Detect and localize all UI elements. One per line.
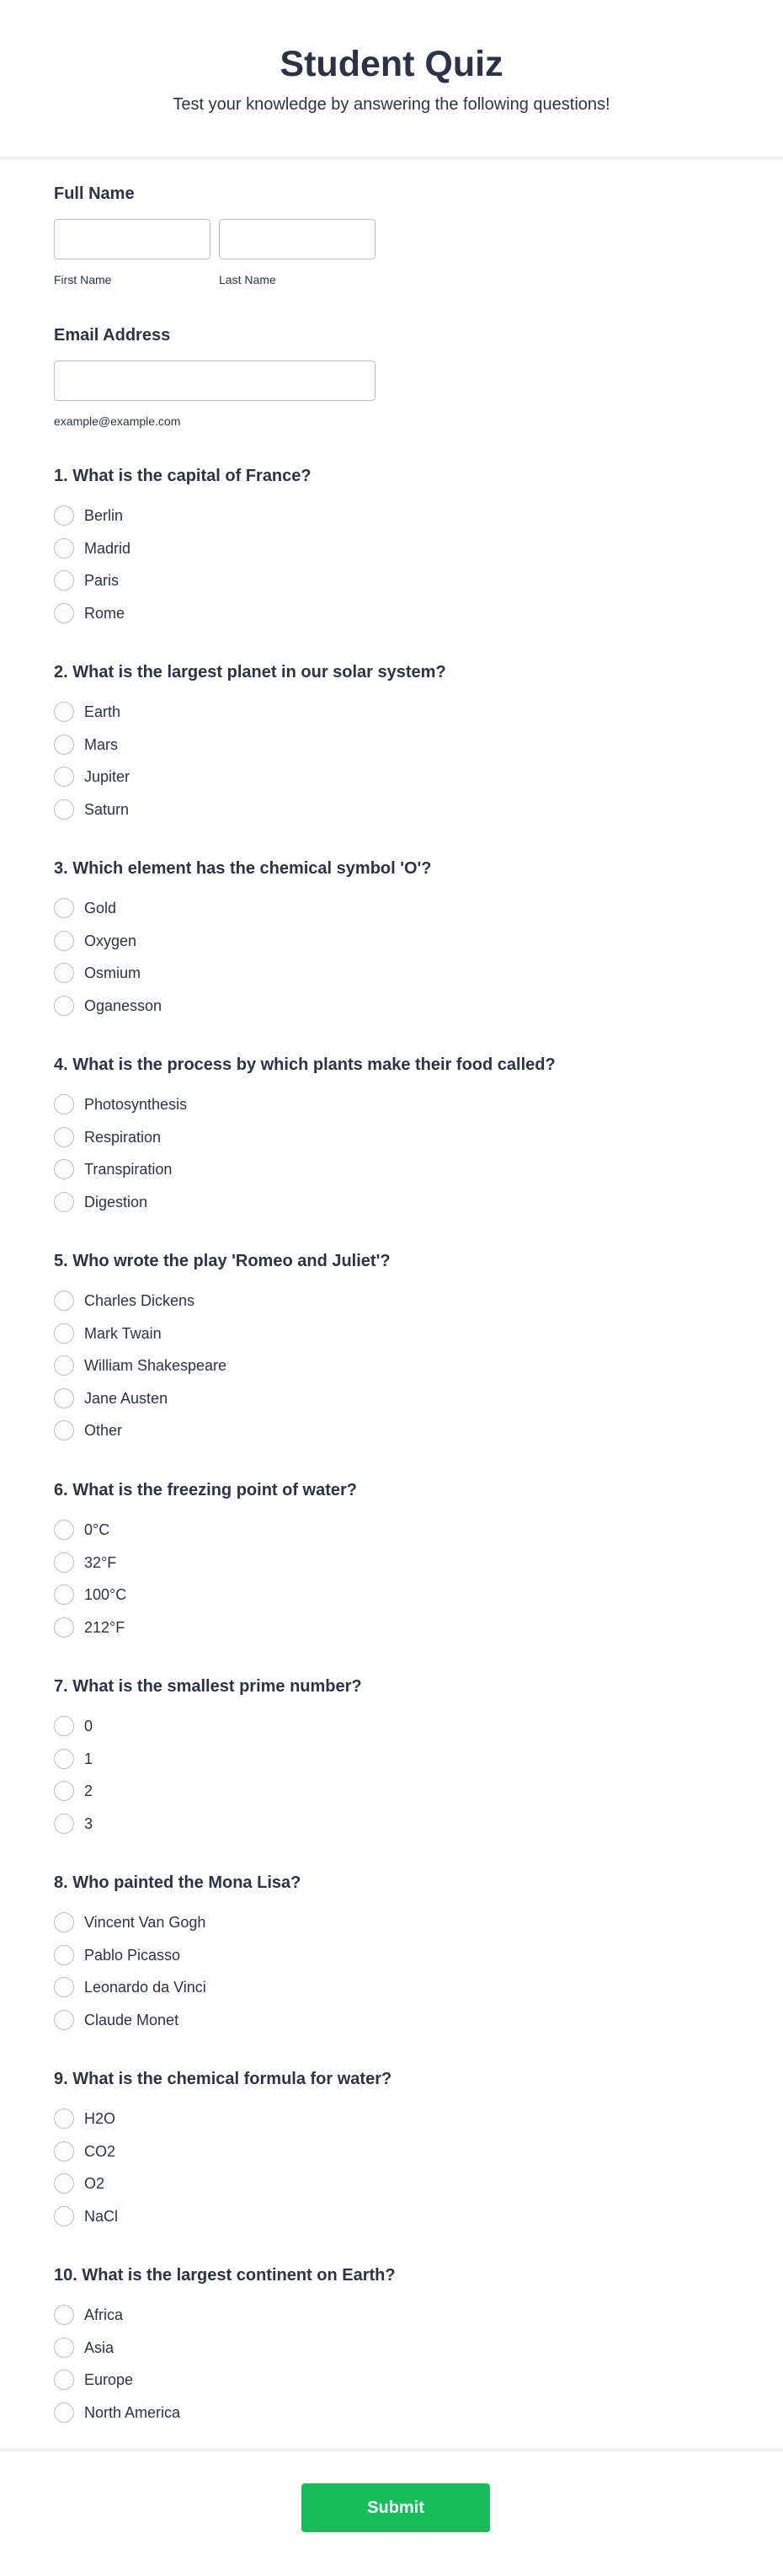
option-label: Jupiter xyxy=(84,768,130,786)
radio-button[interactable] xyxy=(54,505,74,526)
full-name-label: Full Name xyxy=(54,184,135,203)
answer-option[interactable] xyxy=(54,2299,396,2332)
question-options xyxy=(54,1906,301,2036)
page-title: Student Quiz xyxy=(280,44,503,84)
option-label: 0°C xyxy=(84,1521,110,1539)
radio-button[interactable] xyxy=(54,799,74,820)
option-label: Oganesson xyxy=(84,997,162,1014)
radio-button[interactable] xyxy=(54,1945,74,1965)
option-label: Paris xyxy=(84,572,120,590)
option-label: Rome xyxy=(84,604,125,622)
option-label: William Shakespeare xyxy=(84,1357,227,1375)
answer-option[interactable] xyxy=(54,729,446,762)
email-label: Email Address xyxy=(54,326,171,345)
option-label: Oxygen xyxy=(84,932,137,949)
answer-option[interactable] xyxy=(54,1808,362,1841)
email-input[interactable] xyxy=(54,361,376,401)
answer-option[interactable] xyxy=(54,2135,392,2168)
question-6 xyxy=(54,1480,357,1643)
option-label: 32°F xyxy=(84,1553,117,1571)
radio-button[interactable] xyxy=(54,2141,74,2162)
answer-option[interactable] xyxy=(54,2167,392,2200)
option-label: Jane Austen xyxy=(84,1389,168,1407)
radio-button[interactable] xyxy=(54,1388,74,1408)
question-options xyxy=(54,1285,391,1447)
radio-button[interactable] xyxy=(54,767,74,787)
answer-option[interactable] xyxy=(54,1710,362,1743)
question-options xyxy=(54,500,312,629)
radio-button[interactable] xyxy=(54,1094,74,1114)
option-label: Claude Monet xyxy=(84,2011,179,2028)
radio-button[interactable] xyxy=(54,603,74,623)
option-label: Africa xyxy=(84,2306,124,2324)
radio-button[interactable] xyxy=(54,963,74,983)
radio-button[interactable] xyxy=(54,570,74,591)
answer-option[interactable] xyxy=(54,2004,301,2037)
question-options xyxy=(54,2299,396,2429)
option-label: 1 xyxy=(84,1750,93,1767)
question-options xyxy=(54,2103,392,2232)
radio-button[interactable] xyxy=(54,1617,74,1638)
full-name-field xyxy=(54,184,376,286)
question-9 xyxy=(54,2069,392,2232)
option-label: Saturn xyxy=(84,800,130,818)
answer-option[interactable] xyxy=(54,2200,392,2233)
question-3 xyxy=(54,858,432,1022)
question-title: 5. Who wrote the play 'Romeo and Juliet'? xyxy=(54,1252,391,1270)
first-name-input[interactable] xyxy=(54,219,210,259)
radio-button[interactable] xyxy=(54,1192,74,1212)
radio-button[interactable] xyxy=(54,1127,74,1147)
radio-button[interactable] xyxy=(54,1420,74,1440)
question-title: 4. What is the process by which plants make their food called? xyxy=(54,1056,556,1074)
question-options xyxy=(54,696,446,826)
radio-button[interactable] xyxy=(54,2338,74,2358)
answer-option[interactable] xyxy=(54,1775,362,1808)
answer-option[interactable] xyxy=(54,2397,396,2429)
option-label: Charles Dickens xyxy=(84,1292,195,1310)
question-8 xyxy=(54,1873,301,2036)
radio-button[interactable] xyxy=(54,1355,74,1376)
answer-option[interactable] xyxy=(54,597,312,630)
radio-button[interactable] xyxy=(54,702,74,722)
option-label: Berlin xyxy=(84,507,124,525)
full-name-inputs xyxy=(54,219,376,286)
answer-option[interactable] xyxy=(54,1414,391,1447)
radio-button[interactable] xyxy=(54,1814,74,1834)
radio-button[interactable] xyxy=(54,538,74,558)
last-name-group xyxy=(219,219,376,286)
answer-option[interactable] xyxy=(54,1186,556,1219)
question-title: 9. What is the chemical formula for water? xyxy=(54,2070,392,2088)
option-label: Other xyxy=(84,1422,123,1440)
answer-option[interactable] xyxy=(54,990,432,1023)
first-name-group xyxy=(54,219,210,286)
answer-option[interactable] xyxy=(54,1743,362,1776)
radio-button[interactable] xyxy=(54,1520,74,1540)
radio-button[interactable] xyxy=(54,2370,74,2390)
radio-button[interactable] xyxy=(54,1716,74,1736)
answer-option[interactable] xyxy=(54,794,446,826)
radio-button[interactable] xyxy=(54,2108,74,2129)
form-footer xyxy=(0,2450,783,2576)
option-label: 2 xyxy=(84,1782,93,1800)
answer-option[interactable] xyxy=(54,892,432,925)
option-label: Osmium xyxy=(84,965,141,982)
answer-option[interactable] xyxy=(54,1547,357,1579)
question-title: 10. What is the largest continent on Earth? xyxy=(54,2266,396,2285)
radio-button[interactable] xyxy=(54,996,74,1016)
radio-button[interactable] xyxy=(54,1323,74,1344)
option-label: Earth xyxy=(84,703,121,721)
answer-option[interactable] xyxy=(54,1349,391,1382)
first-name-sublabel: First Name xyxy=(54,273,112,286)
option-label: Gold xyxy=(84,900,117,917)
question-1 xyxy=(54,466,312,629)
radio-button[interactable] xyxy=(54,2305,74,2325)
option-label: Photosynthesis xyxy=(84,1096,188,1114)
option-label: NaCl xyxy=(84,2207,119,2225)
question-options xyxy=(54,1514,357,1643)
radio-button[interactable] xyxy=(54,1585,74,1605)
answer-option[interactable] xyxy=(54,957,432,990)
answer-option[interactable] xyxy=(54,2103,392,2135)
form-header xyxy=(0,0,783,158)
answer-option[interactable] xyxy=(54,1121,556,1154)
question-title: 6. What is the freezing point of water? xyxy=(54,1481,358,1499)
answer-option[interactable] xyxy=(54,1611,357,1644)
answer-option[interactable] xyxy=(54,1939,301,1972)
answer-option[interactable] xyxy=(54,1285,391,1317)
answer-option[interactable] xyxy=(54,1579,357,1611)
question-4 xyxy=(54,1055,556,1218)
answer-option[interactable] xyxy=(54,500,312,532)
option-label: North America xyxy=(84,2403,181,2421)
answer-option[interactable] xyxy=(54,532,312,565)
option-label: Leonardo da Vinci xyxy=(84,1979,206,1996)
option-label: 3 xyxy=(84,1814,93,1832)
radio-button[interactable] xyxy=(54,1781,74,1801)
answer-option[interactable] xyxy=(54,1514,357,1547)
question-title: 1. What is the capital of France? xyxy=(54,467,312,485)
answer-option[interactable] xyxy=(54,761,446,794)
last-name-input[interactable] xyxy=(219,219,376,259)
radio-button[interactable] xyxy=(54,1749,74,1769)
question-7 xyxy=(54,1676,362,1840)
option-label: Pablo Picasso xyxy=(84,1946,181,1964)
option-label: Respiration xyxy=(84,1128,162,1146)
answer-option[interactable] xyxy=(54,1382,391,1415)
question-10 xyxy=(54,2265,396,2429)
option-label: O2 xyxy=(84,2175,105,2193)
option-label: 100°C xyxy=(84,1586,127,1604)
answer-option[interactable] xyxy=(54,1088,556,1121)
email-field xyxy=(54,325,376,428)
radio-button[interactable] xyxy=(54,1291,74,1311)
answer-option[interactable] xyxy=(54,925,432,958)
answer-option[interactable] xyxy=(54,1153,556,1186)
option-label: Madrid xyxy=(84,539,131,557)
option-label: 0 xyxy=(84,1718,93,1735)
radio-button[interactable] xyxy=(54,931,74,951)
answer-option[interactable] xyxy=(54,1971,301,2004)
radio-button[interactable] xyxy=(54,1977,74,1997)
option-label: Mark Twain xyxy=(84,1324,162,1342)
option-label: CO2 xyxy=(84,2142,116,2160)
answer-option[interactable] xyxy=(54,2332,396,2365)
answer-option[interactable] xyxy=(54,696,446,729)
question-options xyxy=(54,1088,556,1218)
answer-option[interactable] xyxy=(54,1317,391,1350)
answer-option[interactable] xyxy=(54,1906,301,1939)
answer-option[interactable] xyxy=(54,2364,396,2397)
question-title: 3. Which element has the chemical symbol 'O'? xyxy=(54,859,432,878)
question-title: 7. What is the smallest prime number? xyxy=(54,1677,362,1696)
question-title: 8. Who painted the Mona Lisa? xyxy=(54,1873,301,1892)
page-subtitle: Test your knowledge by answering the following questions! xyxy=(173,95,610,114)
last-name-sublabel: Last Name xyxy=(219,273,276,286)
question-5 xyxy=(54,1251,391,1447)
question-options xyxy=(54,892,432,1022)
option-label: Vincent Van Gogh xyxy=(84,1914,206,1932)
radio-button[interactable] xyxy=(54,2206,74,2226)
radio-button[interactable] xyxy=(54,1159,74,1179)
radio-button[interactable] xyxy=(54,735,74,755)
question-title: 2. What is the largest planet in our solar system? xyxy=(54,663,446,681)
answer-option[interactable] xyxy=(54,564,312,597)
option-label: H2O xyxy=(84,2110,116,2128)
submit-button[interactable]: Submit xyxy=(301,2483,490,2532)
radio-button[interactable] xyxy=(54,2010,74,2030)
option-label: Digestion xyxy=(84,1193,148,1211)
option-label: Mars xyxy=(84,735,118,753)
option-label: Europe xyxy=(84,2371,134,2389)
option-label: Asia xyxy=(84,2338,115,2356)
email-sublabel: example@example.com xyxy=(54,414,181,428)
option-label: Transpiration xyxy=(84,1161,173,1178)
radio-button[interactable] xyxy=(54,898,74,918)
radio-button[interactable] xyxy=(54,1912,74,1932)
radio-button[interactable] xyxy=(54,1553,74,1573)
question-options xyxy=(54,1710,362,1840)
radio-button[interactable] xyxy=(54,2402,74,2423)
question-2 xyxy=(54,662,446,826)
option-label: 212°F xyxy=(84,1618,125,1636)
radio-button[interactable] xyxy=(54,2173,74,2194)
